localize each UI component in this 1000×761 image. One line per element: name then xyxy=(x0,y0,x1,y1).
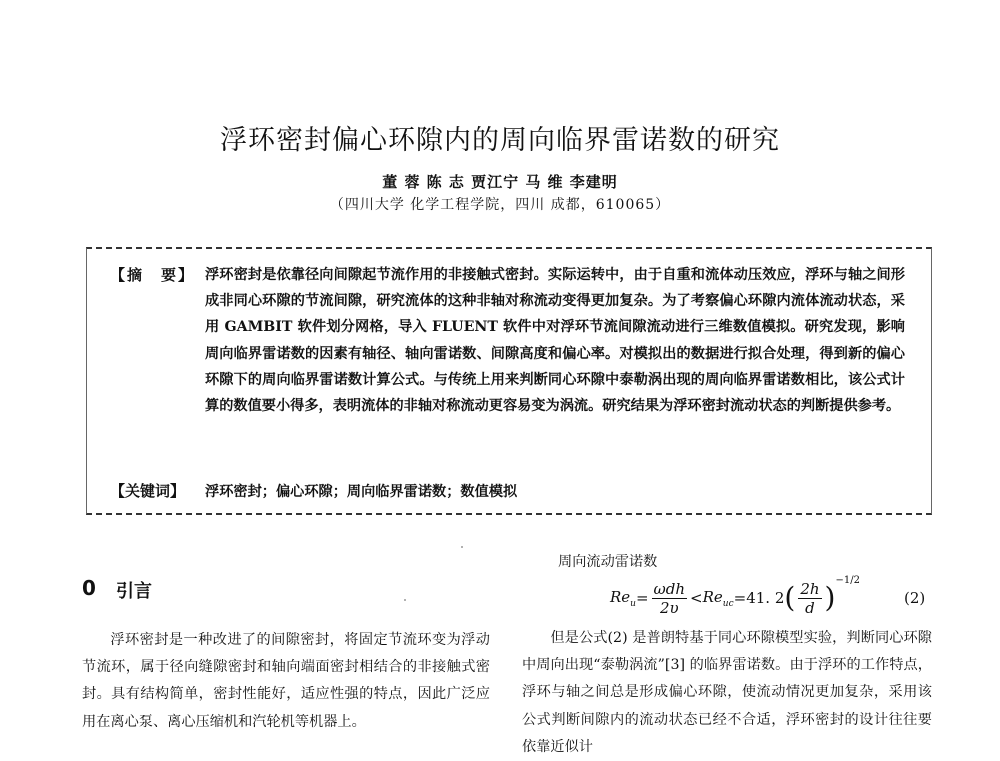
eq-fraction-1: $\frac{\text{ωdh}}{2\upsilon}$ xyxy=(653,579,686,617)
abstract-text: 浮环密封是依靠径向间隙起节流作用的非接触式密封。实际运转中，由于自重和流体动压效应，浮环与轴之间形成非同心环隙的节流间隙，研究流体的这种非轴对称流动变得更加复杂。为了考察偏心环隙内流体流动状态，采用 GAMBIT 软件划分网格，导入 FLUENT 软件中对浮环节流间隙流动进行三维数值模拟。研究发现，影响周向临界雷诺数的因素有轴径、轴向雷诺数、间隙高度和偏心率。对模拟出的数据进行拟合处理，得到新的偏心环隙下的周向临界雷诺数计算公式。与传统上用来判断同心环隙中泰勒涡出现的周向临界雷诺数相比，该公式计算的数值要小得多，表明流体的非轴对称流动更容易变为涡流。研究结果为浮环密封流动状态的判断提供参考。 xyxy=(205,267,905,415)
section-number: 0 xyxy=(82,576,96,600)
scan-speck xyxy=(404,599,406,601)
eq-less-than: < xyxy=(690,589,703,607)
right-intro-line: 周向流动雷诺数 xyxy=(558,554,658,570)
eq-rhs-re: $Re_{uc}$ xyxy=(702,587,734,609)
equation-2: $Re_u$ = $\frac{\text{ωdh}}{2\upsilon}$ < $Re_{uc}$ =41. 2 ( $\frac{2h}{d}$ ) −1/2 xyxy=(610,575,860,617)
author-list: 董 蓉 陈 志 贾江宁 马 维 李建明 xyxy=(382,173,618,191)
abstract-label: 【摘 要】 xyxy=(110,266,196,284)
left-paragraph: 浮环密封是一种改进了的间隙密封，将固定节流环变为浮动节流环，属于径向缝隙密封和轴向端面密封相结合的非接触式密封。具有结构简单，密封性能好，适应性强的特点，因此广泛应用在离心泵、离心压缩机和汽轮机等机器上。 xyxy=(82,632,490,730)
right-paragraph: 但是公式(2) 是普朗特基于同心环隙模型实验，判断同心环隙中周向出现“泰勒涡流”[3] 的临界雷诺数。由于浮环的工作特点，浮环与轴之间总是形成偏心环隙，使流动情况更加复杂，采用该公式判断间隙内的流动状态已经不合适，浮环密封的设计往往要依靠近似计 xyxy=(522,630,932,755)
paper-title: 浮环密封偏心环隙内的周向临界雷诺数的研究 xyxy=(220,125,780,156)
section-title: 引言 xyxy=(116,581,152,602)
keywords-text: 浮环密封；偏心环隙；周向临界雷诺数；数值模拟 xyxy=(205,484,518,500)
scan-speck xyxy=(461,546,463,548)
eq-exponent: −1/2 xyxy=(835,575,860,586)
affiliation: （四川大学 化学工程学院，四川 成都，610065） xyxy=(329,197,671,213)
right-column xyxy=(522,625,932,761)
left-column xyxy=(82,627,490,736)
eq-lhs: $Re_u$ xyxy=(610,587,636,609)
equation-number: (2) xyxy=(904,589,926,607)
keywords-label: 【关键词】 xyxy=(110,482,186,500)
eq-fraction-2: $\frac{2h}{d}$ xyxy=(800,579,820,617)
eq-value: =41. 2 xyxy=(733,589,785,607)
